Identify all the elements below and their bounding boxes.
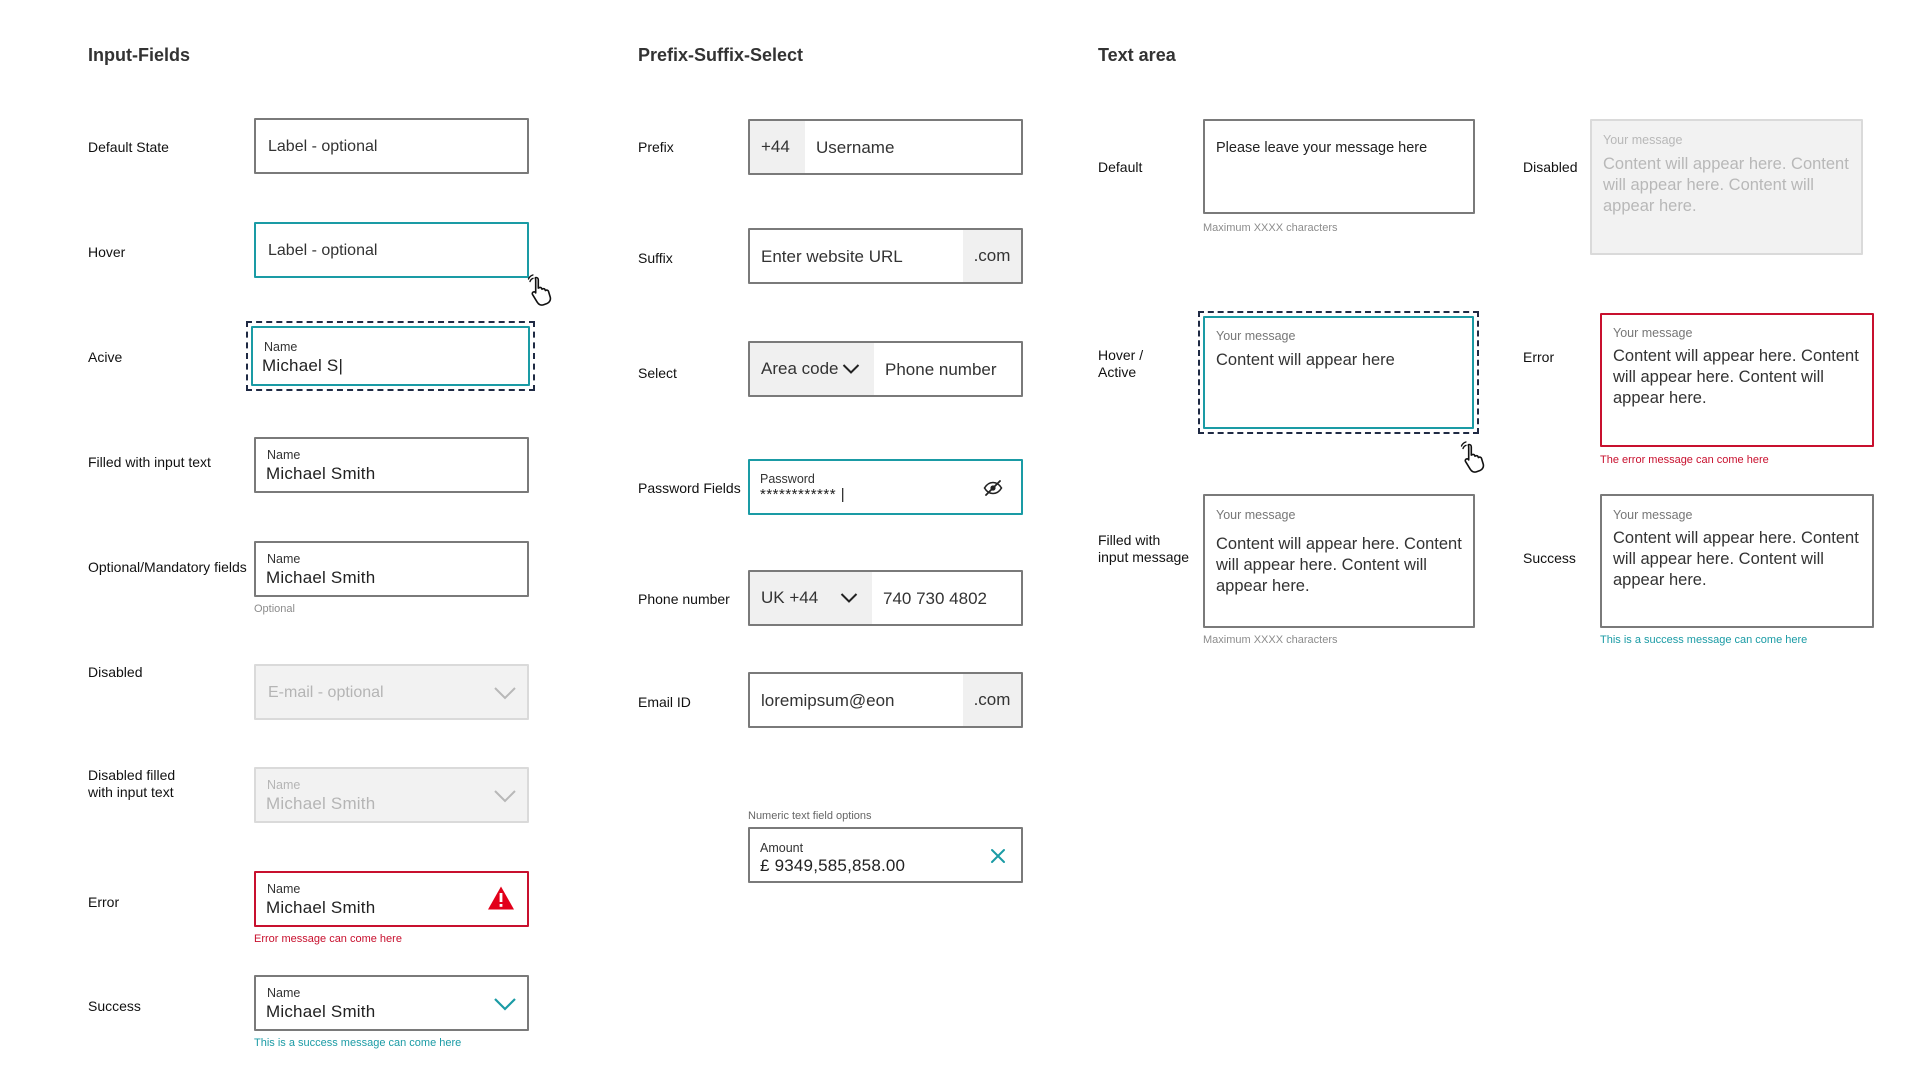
error-textarea[interactable]	[1600, 313, 1874, 447]
error-textarea-label: Your message	[1613, 326, 1693, 340]
email-suffix-text: .com	[973, 690, 1011, 709]
row-label-suffix: Suffix	[638, 250, 673, 266]
active-input-value: Michael S|	[262, 356, 344, 375]
disabled-input	[254, 664, 529, 720]
row-label-active: Acive	[88, 349, 123, 365]
row-label-textarea-filled-line1: Filled with	[1098, 532, 1161, 548]
row-label-email: Email ID	[638, 694, 691, 710]
numeric-input[interactable]	[748, 827, 1023, 883]
disabled-filled-input-value: Michael Smith	[266, 794, 376, 813]
country-code-select[interactable]	[750, 572, 872, 624]
row-label-textarea-hover	[1098, 347, 1143, 381]
success-helper-text: This is a success message can come here	[254, 1037, 462, 1049]
row-label-textarea-default: Default	[1098, 159, 1143, 175]
password-input[interactable]	[748, 459, 1023, 515]
optional-helper-text: Optional	[254, 603, 295, 615]
row-label-disabled-filled-line1: Disabled filled	[88, 767, 176, 783]
close-icon[interactable]	[990, 848, 1006, 864]
success-input[interactable]	[254, 975, 529, 1031]
phone-input-value: 740 730 4802	[883, 589, 987, 608]
error-input-value: Michael Smith	[266, 898, 376, 917]
row-label-password: Password Fields	[638, 480, 741, 496]
optional-input-label: Name	[267, 552, 301, 566]
area-code-select[interactable]	[750, 343, 874, 395]
phone-input[interactable]	[748, 570, 1023, 626]
disabled-filled-input-label: Name	[267, 778, 301, 792]
eye-slash-icon[interactable]	[983, 480, 1003, 496]
suffix-addon	[963, 230, 1021, 282]
default-textarea[interactable]	[1203, 119, 1475, 214]
active-input-label: Name	[264, 340, 298, 354]
row-label-textarea-hover-line1: Hover /	[1098, 347, 1144, 363]
chevron-down-icon	[493, 683, 517, 703]
section-title-input-fields: Input-Fields	[88, 45, 190, 65]
hover-input-placeholder: Label - optional	[268, 242, 378, 259]
success-input-label: Name	[267, 986, 301, 1000]
row-label-disabled-filled-line2: with input text	[88, 784, 174, 800]
numeric-input-label: Amount	[760, 841, 804, 855]
row-label-hover: Hover	[88, 244, 126, 260]
row-label-textarea-filled	[1098, 532, 1189, 566]
error-helper-text: Error message can come here	[254, 933, 402, 945]
success-textarea-label: Your message	[1613, 508, 1693, 522]
email-suffix-addon	[963, 674, 1021, 726]
error-input[interactable]	[254, 871, 529, 927]
row-label-select: Select	[638, 365, 677, 381]
suffix-input-placeholder: Enter website URL	[761, 247, 903, 266]
hover-active-textarea[interactable]	[1203, 316, 1474, 429]
disabled-textarea	[1590, 119, 1863, 255]
default-input[interactable]	[254, 118, 529, 174]
prefix-input-placeholder: Username	[816, 138, 895, 157]
default-textarea-placeholder: Please leave your message here	[1216, 140, 1428, 156]
prefix-addon	[750, 121, 805, 173]
success-textarea[interactable]	[1600, 494, 1874, 628]
filled-input-value: Michael Smith	[266, 464, 376, 483]
row-label-success: Success	[88, 998, 141, 1014]
filled-textarea[interactable]	[1203, 494, 1475, 628]
row-label-optional: Optional/Mandatory fields	[88, 559, 247, 575]
filled-textarea-content: Content will appear here. Content will appear here. Content will appear here.	[1216, 535, 1462, 595]
select-input[interactable]	[748, 341, 1023, 397]
disabled-input-placeholder: E-mail - optional	[268, 684, 384, 701]
row-label-error: Error	[88, 894, 120, 910]
filled-textarea-helper: Maximum XXXX characters	[1203, 634, 1338, 646]
optional-input[interactable]	[254, 541, 529, 597]
password-input-label: Password	[760, 472, 815, 486]
filled-textarea-label: Your message	[1216, 508, 1296, 522]
email-input-value: loremipsum@eon	[761, 691, 895, 710]
success-input-value: Michael Smith	[266, 1002, 376, 1021]
numeric-caption: Numeric text field options	[748, 810, 872, 822]
select-input-placeholder: Phone number	[885, 360, 997, 379]
error-textarea-content: Content will appear here. Content will appear here. Content will appear here.	[1613, 347, 1859, 407]
suffix-input[interactable]	[748, 228, 1023, 284]
prefix-addon-text: +44	[761, 137, 790, 156]
disabled-filled-input	[254, 767, 529, 823]
active-input[interactable]	[251, 326, 530, 386]
row-label-textarea-disabled: Disabled	[1523, 159, 1578, 175]
section-title-text-area: Text area	[1098, 45, 1176, 65]
hover-input[interactable]	[254, 222, 529, 278]
filled-input-label: Name	[267, 448, 301, 462]
default-textarea-helper: Maximum XXXX characters	[1203, 222, 1338, 234]
row-label-prefix: Prefix	[638, 139, 674, 155]
row-label-textarea-filled-line2: input message	[1098, 549, 1190, 565]
password-input-value: ************ |	[760, 486, 846, 503]
hand-pointer-icon	[527, 274, 559, 306]
hover-textarea-label: Your message	[1216, 329, 1296, 343]
disabled-textarea-label: Your message	[1603, 133, 1683, 147]
row-label-textarea-hover-line2: Active	[1098, 364, 1137, 380]
row-label-default: Default State	[88, 139, 169, 155]
chevron-down-icon	[840, 591, 858, 605]
chevron-down-icon	[842, 362, 860, 376]
country-code-select-text: UK +44	[761, 588, 819, 607]
area-code-select-text: Area code	[761, 359, 839, 378]
hand-pointer-icon	[1460, 441, 1492, 473]
error-textarea-helper: The error message can come here	[1600, 454, 1769, 466]
chevron-down-icon	[493, 994, 517, 1014]
optional-input-value: Michael Smith	[266, 568, 376, 587]
warning-triangle-icon	[487, 885, 515, 911]
row-label-textarea-success: Success	[1523, 550, 1576, 566]
error-input-label: Name	[267, 882, 301, 896]
success-textarea-helper: This is a success message can come here	[1600, 634, 1808, 646]
prefix-input[interactable]	[748, 119, 1023, 175]
success-textarea-content: Content will appear here. Content will appear here. Content will appear here.	[1613, 529, 1859, 589]
hover-textarea-content: Content will appear here	[1216, 351, 1395, 369]
numeric-input-value: £ 9349,585,858.00	[760, 856, 906, 875]
row-label-disabled-filled	[88, 767, 175, 801]
row-label-phone: Phone number	[638, 591, 730, 607]
row-label-disabled: Disabled	[88, 664, 143, 680]
disabled-textarea-content: Content will appear here. Content will appear here. Content will appear here.	[1603, 155, 1849, 215]
row-label-filled: Filled with input text	[88, 454, 211, 470]
row-label-textarea-error: Error	[1523, 349, 1555, 365]
email-input[interactable]	[748, 672, 1023, 728]
suffix-addon-text: .com	[973, 246, 1011, 265]
filled-input[interactable]	[254, 437, 529, 493]
section-title-prefix-suffix: Prefix-Suffix-Select	[638, 45, 804, 65]
default-input-placeholder: Label - optional	[268, 138, 378, 155]
chevron-down-icon	[493, 786, 517, 806]
